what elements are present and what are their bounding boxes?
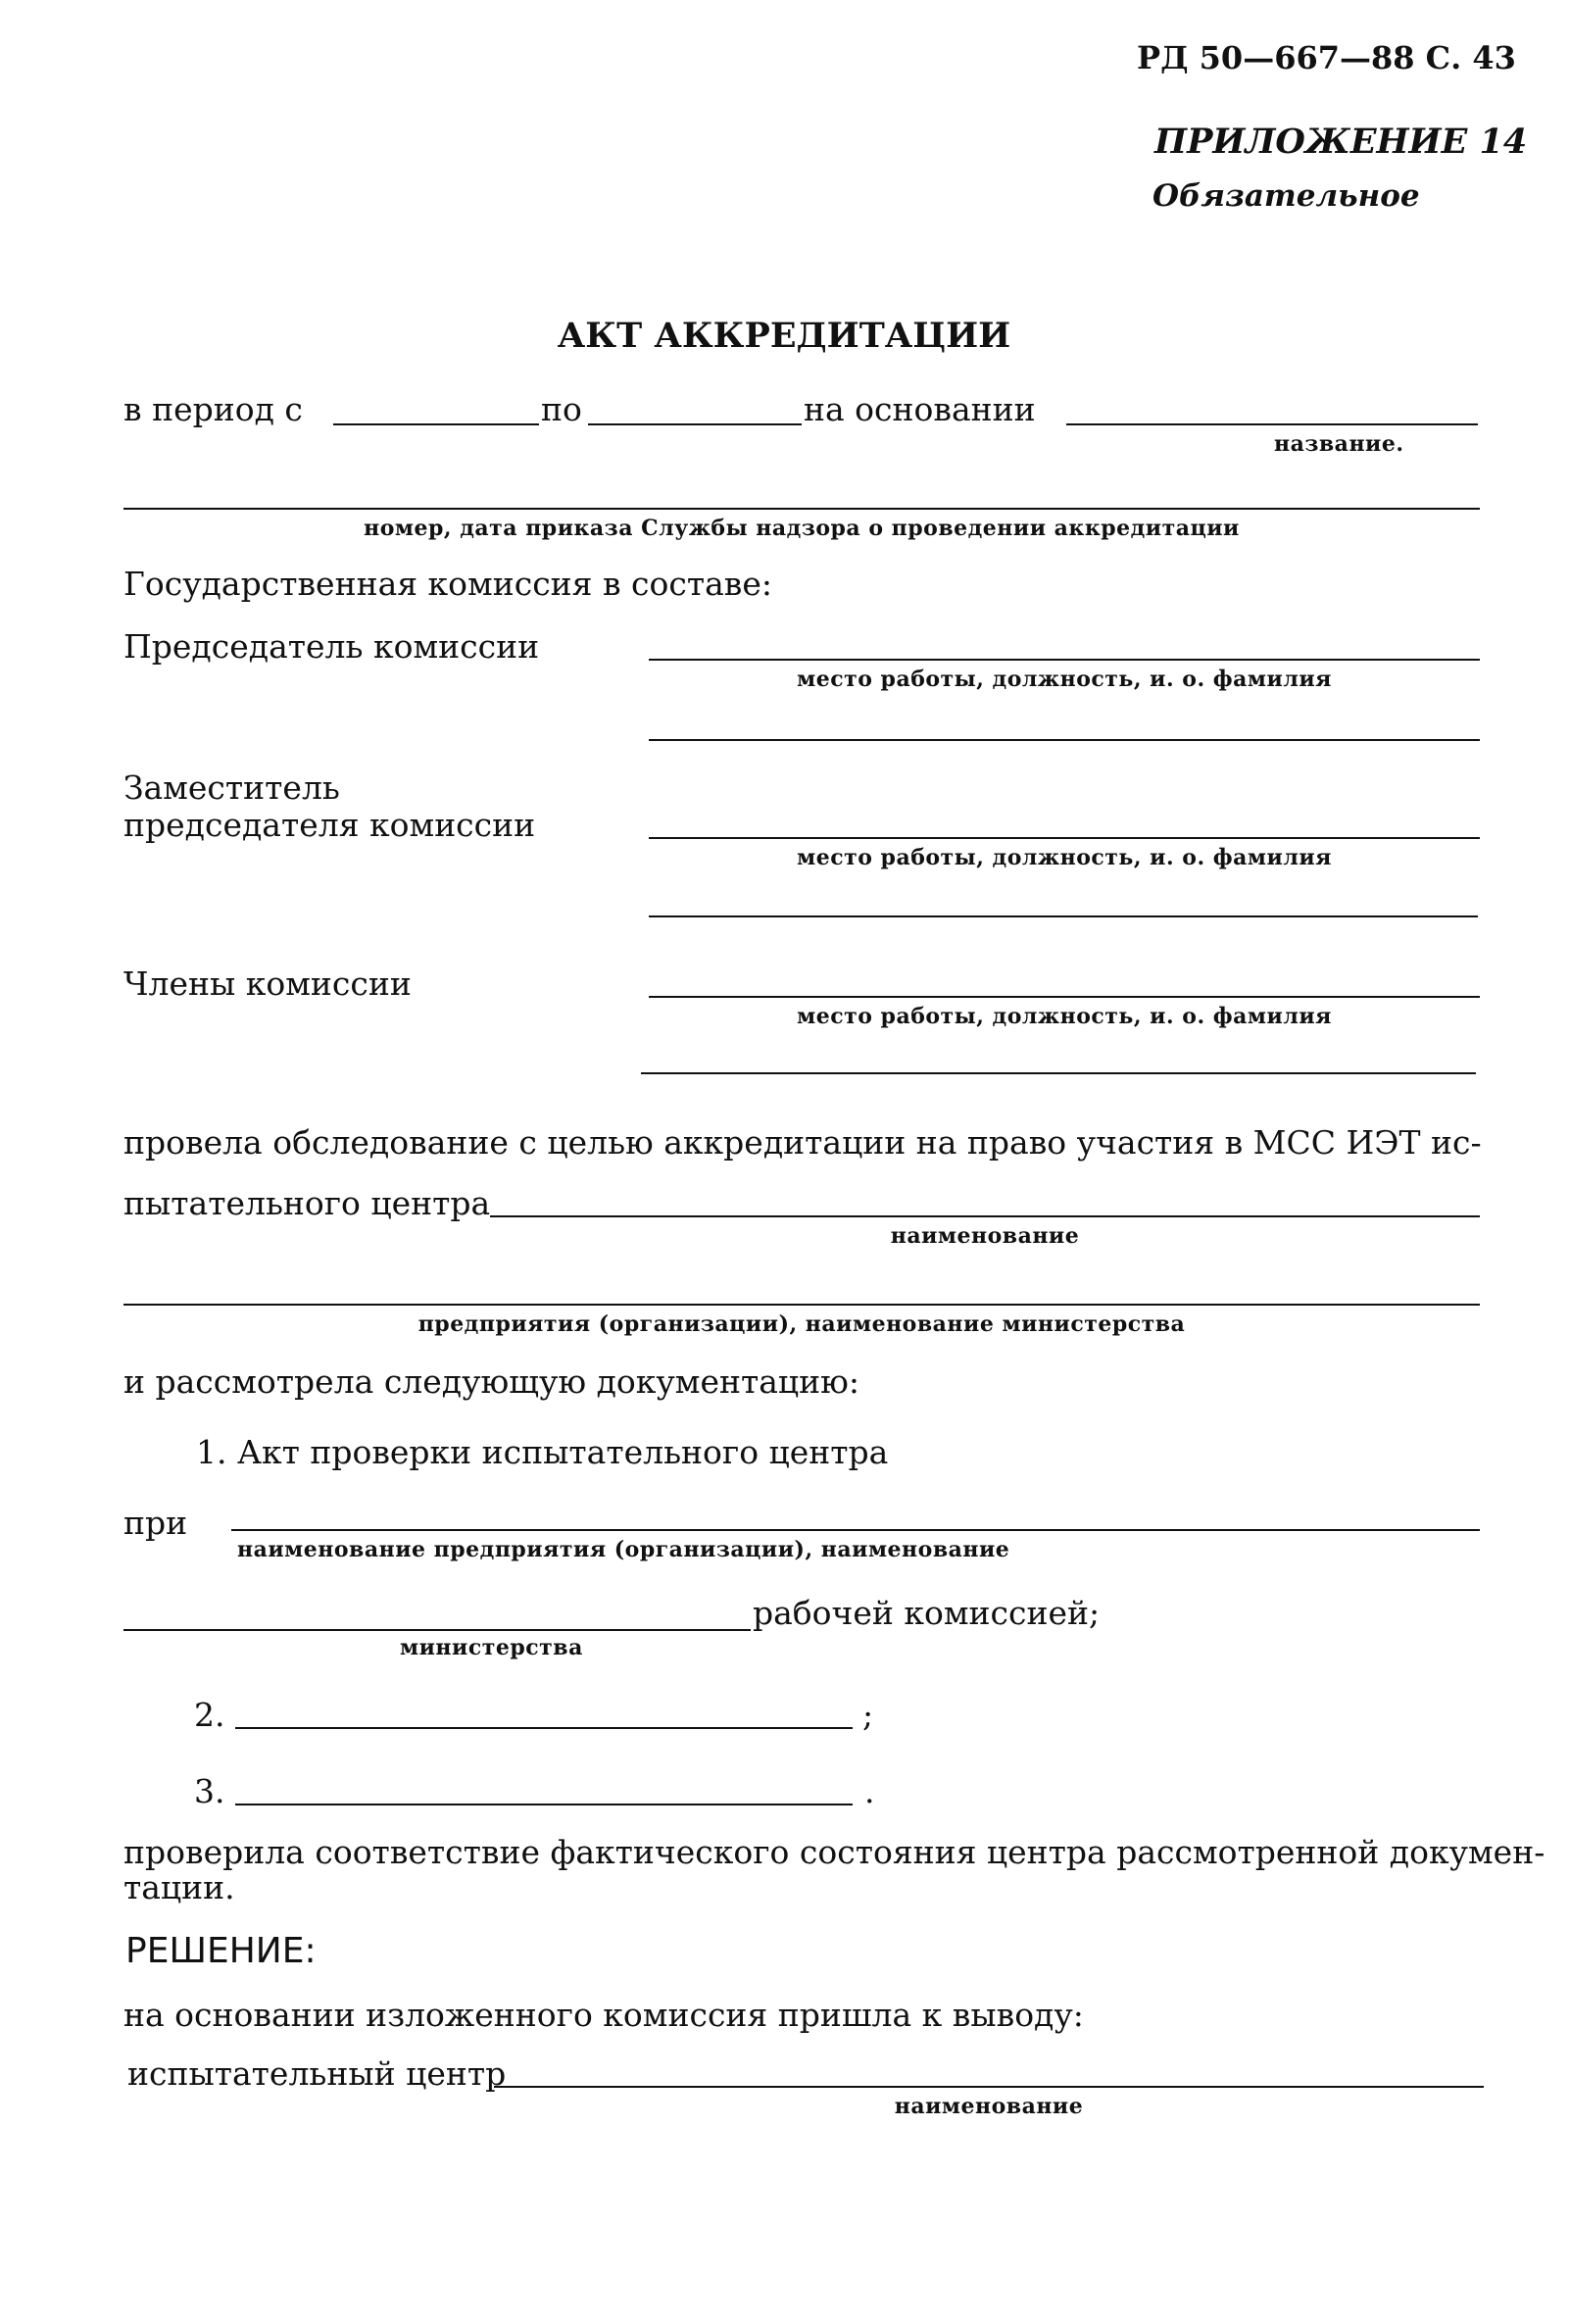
inspection-org-caption: наименование предприятия (организации), наименование <box>237 1537 1010 1562</box>
docs-item-3-end: . <box>864 1772 875 1810</box>
survey-text-line2: пытательного центра <box>123 1184 491 1222</box>
deputy-field[interactable] <box>649 837 1480 839</box>
basis-label: на основании <box>804 390 1036 428</box>
docs-item-2-field[interactable] <box>235 1727 853 1729</box>
commission-intro: Государственная комиссия в составе: <box>123 565 773 603</box>
basis-name-caption: название. <box>1274 431 1404 457</box>
order-caption: номер, дата приказа Службы надзора о проведении аккредитации <box>364 516 1240 541</box>
period-from-label: в период с <box>123 390 303 428</box>
test-center-label: испытательный центр <box>127 2054 507 2093</box>
organization-field[interactable] <box>123 1304 1480 1306</box>
members-caption: место работы, должность, и. о. фамилия <box>797 1004 1332 1029</box>
survey-text-line1: провела обследование с целью аккредитации на право участия в МСС ИЭТ ис- <box>123 1123 1482 1162</box>
working-commission-label: рабочей комиссией; <box>753 1594 1101 1632</box>
members-label: Члены комиссии <box>123 964 412 1003</box>
decision-center-name-field[interactable] <box>494 2086 1484 2088</box>
docs-intro: и рассмотрела следующую документацию: <box>123 1362 859 1401</box>
inspection-org-field[interactable] <box>231 1529 1480 1531</box>
chairman-label: Председатель комиссии <box>123 627 540 666</box>
document-title: АКТ АККРЕДИТАЦИИ <box>557 316 1011 356</box>
members-field[interactable] <box>649 996 1480 998</box>
ministry-caption: министерства <box>400 1635 583 1660</box>
deputy-label-line2: председателя комиссии <box>123 806 536 844</box>
at-label: при <box>123 1504 188 1542</box>
period-to-label: по <box>541 390 582 428</box>
docs-item-2-end: ; <box>862 1696 874 1734</box>
period-to-field[interactable] <box>588 423 802 425</box>
basis-name-field[interactable] <box>1066 423 1478 425</box>
docs-item-1: 1. Акт проверки испытательного центра <box>196 1433 889 1471</box>
deputy-label-line1: Заместитель <box>123 768 340 807</box>
appendix-number: ПРИЛОЖЕНИЕ 14 <box>1154 122 1528 162</box>
verify-text-line1: проверила соответствие фактического состояния центра рассмотренной докумен- <box>123 1833 1545 1871</box>
docs-item-3-field[interactable] <box>235 1804 853 1805</box>
members-field-extra[interactable] <box>641 1072 1476 1074</box>
order-field[interactable] <box>123 508 1480 510</box>
decision-heading: РЕШЕНИЕ: <box>125 1931 317 1971</box>
deputy-caption: место работы, должность, и. о. фамилия <box>797 845 1332 870</box>
decision-center-name-caption: наименование <box>894 2094 1084 2119</box>
docs-item-2-number: 2. <box>194 1696 225 1734</box>
decision-conclusion: на основании изложенного комиссия пришла к выводу: <box>123 1996 1084 2034</box>
deputy-field-extra[interactable] <box>649 915 1478 917</box>
page-reference: РД 50—667—88 С. 43 <box>1137 39 1516 76</box>
test-center-name-caption: наименование <box>890 1223 1080 1249</box>
docs-item-3-number: 3. <box>194 1772 225 1810</box>
chairman-field-extra[interactable] <box>649 739 1480 741</box>
chairman-field[interactable] <box>649 659 1480 661</box>
chairman-caption: место работы, должность, и. о. фамилия <box>797 667 1332 692</box>
period-from-field[interactable] <box>333 423 539 425</box>
test-center-name-field[interactable] <box>490 1215 1480 1217</box>
verify-text-line2: тации. <box>123 1868 235 1906</box>
organization-caption: предприятия (организации), наименование министерства <box>417 1311 1186 1337</box>
ministry-field[interactable] <box>123 1629 751 1631</box>
appendix-status: Обязательное <box>1152 178 1420 214</box>
